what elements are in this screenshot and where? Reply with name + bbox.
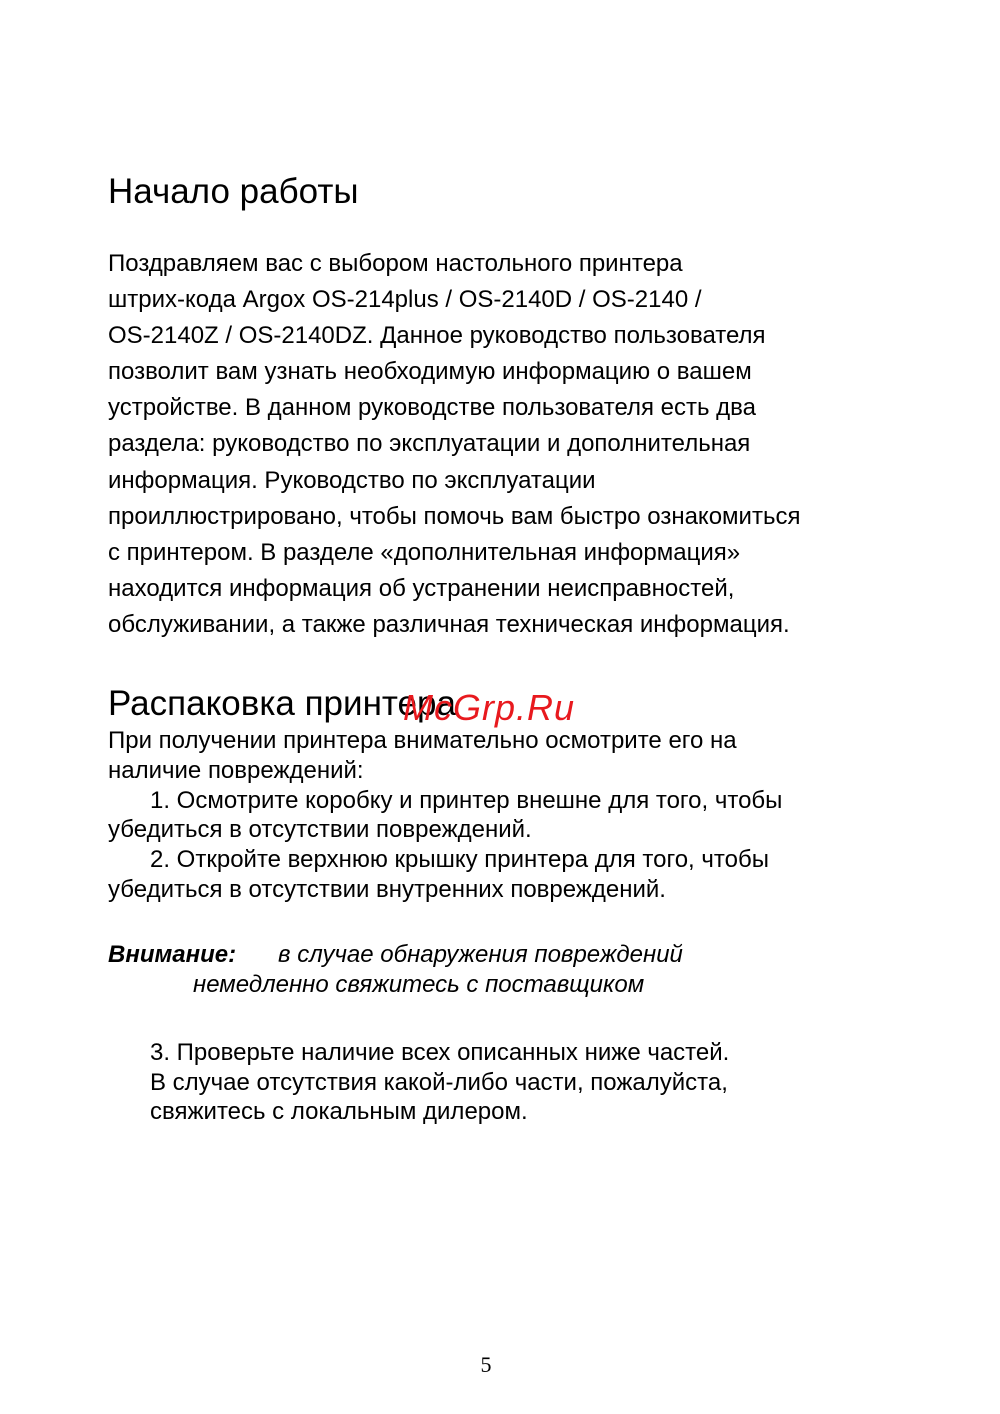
watermark: McGrp.Ru — [403, 687, 576, 728]
step-line: 3. Проверьте наличие всех описанных ниже частей. — [150, 1039, 730, 1066]
intro-line: позволит вам узнать необходимую информацию о вашем — [108, 358, 752, 385]
intro-line: обслуживании, а также различная техническая информация. — [108, 611, 790, 638]
unpack-line: наличие повреждений: — [108, 757, 364, 784]
page-number: 5 — [480, 1352, 492, 1377]
step-line: убедиться в отсутствии внутренних повреждений. — [108, 876, 666, 903]
section-title-getting-started: Начало работы — [108, 172, 359, 211]
intro-line: штрих-кода Argox OS-214plus / OS-2140D / OS-2140 / — [108, 286, 702, 313]
intro-line: проиллюстрировано, чтобы помочь вам быстро ознакомиться — [108, 503, 801, 530]
warning-text: немедленно свяжитесь с поставщиком — [193, 971, 645, 998]
step-line: В случае отсутствия какой-либо части, пожалуйста, — [150, 1069, 728, 1096]
intro-line: устройстве. В данном руководстве пользователя есть два — [108, 394, 757, 421]
step-line: 2. Откройте верхнюю крышку принтера для того, чтобы — [150, 846, 769, 873]
intro-line: раздела: руководство по эксплуатации и дополнительная — [108, 430, 751, 457]
section-title-unpacking: Распаковка принтера — [108, 684, 456, 723]
intro-line: OS-2140Z / OS-2140DZ. Данное руководство пользователя — [108, 322, 766, 349]
unpack-line: При получении принтера внимательно осмотрите его на — [108, 727, 737, 754]
intro-line: с принтером. В разделе «дополнительная информация» — [108, 539, 741, 566]
warning-text: в случае обнаружения повреждений — [278, 941, 683, 968]
step-line: свяжитесь с локальным дилером. — [150, 1098, 528, 1125]
intro-line: информация. Руководство по эксплуатации — [108, 467, 596, 494]
step-line: убедиться в отсутствии повреждений. — [108, 816, 532, 843]
warning-label: Внимание: — [108, 941, 237, 968]
intro-line: находится информация об устранении неисправностей, — [108, 575, 735, 602]
step-line: 1. Осмотрите коробку и принтер внешне для того, чтобы — [150, 787, 783, 814]
intro-line: Поздравляем вас с выбором настольного принтера — [108, 250, 683, 277]
